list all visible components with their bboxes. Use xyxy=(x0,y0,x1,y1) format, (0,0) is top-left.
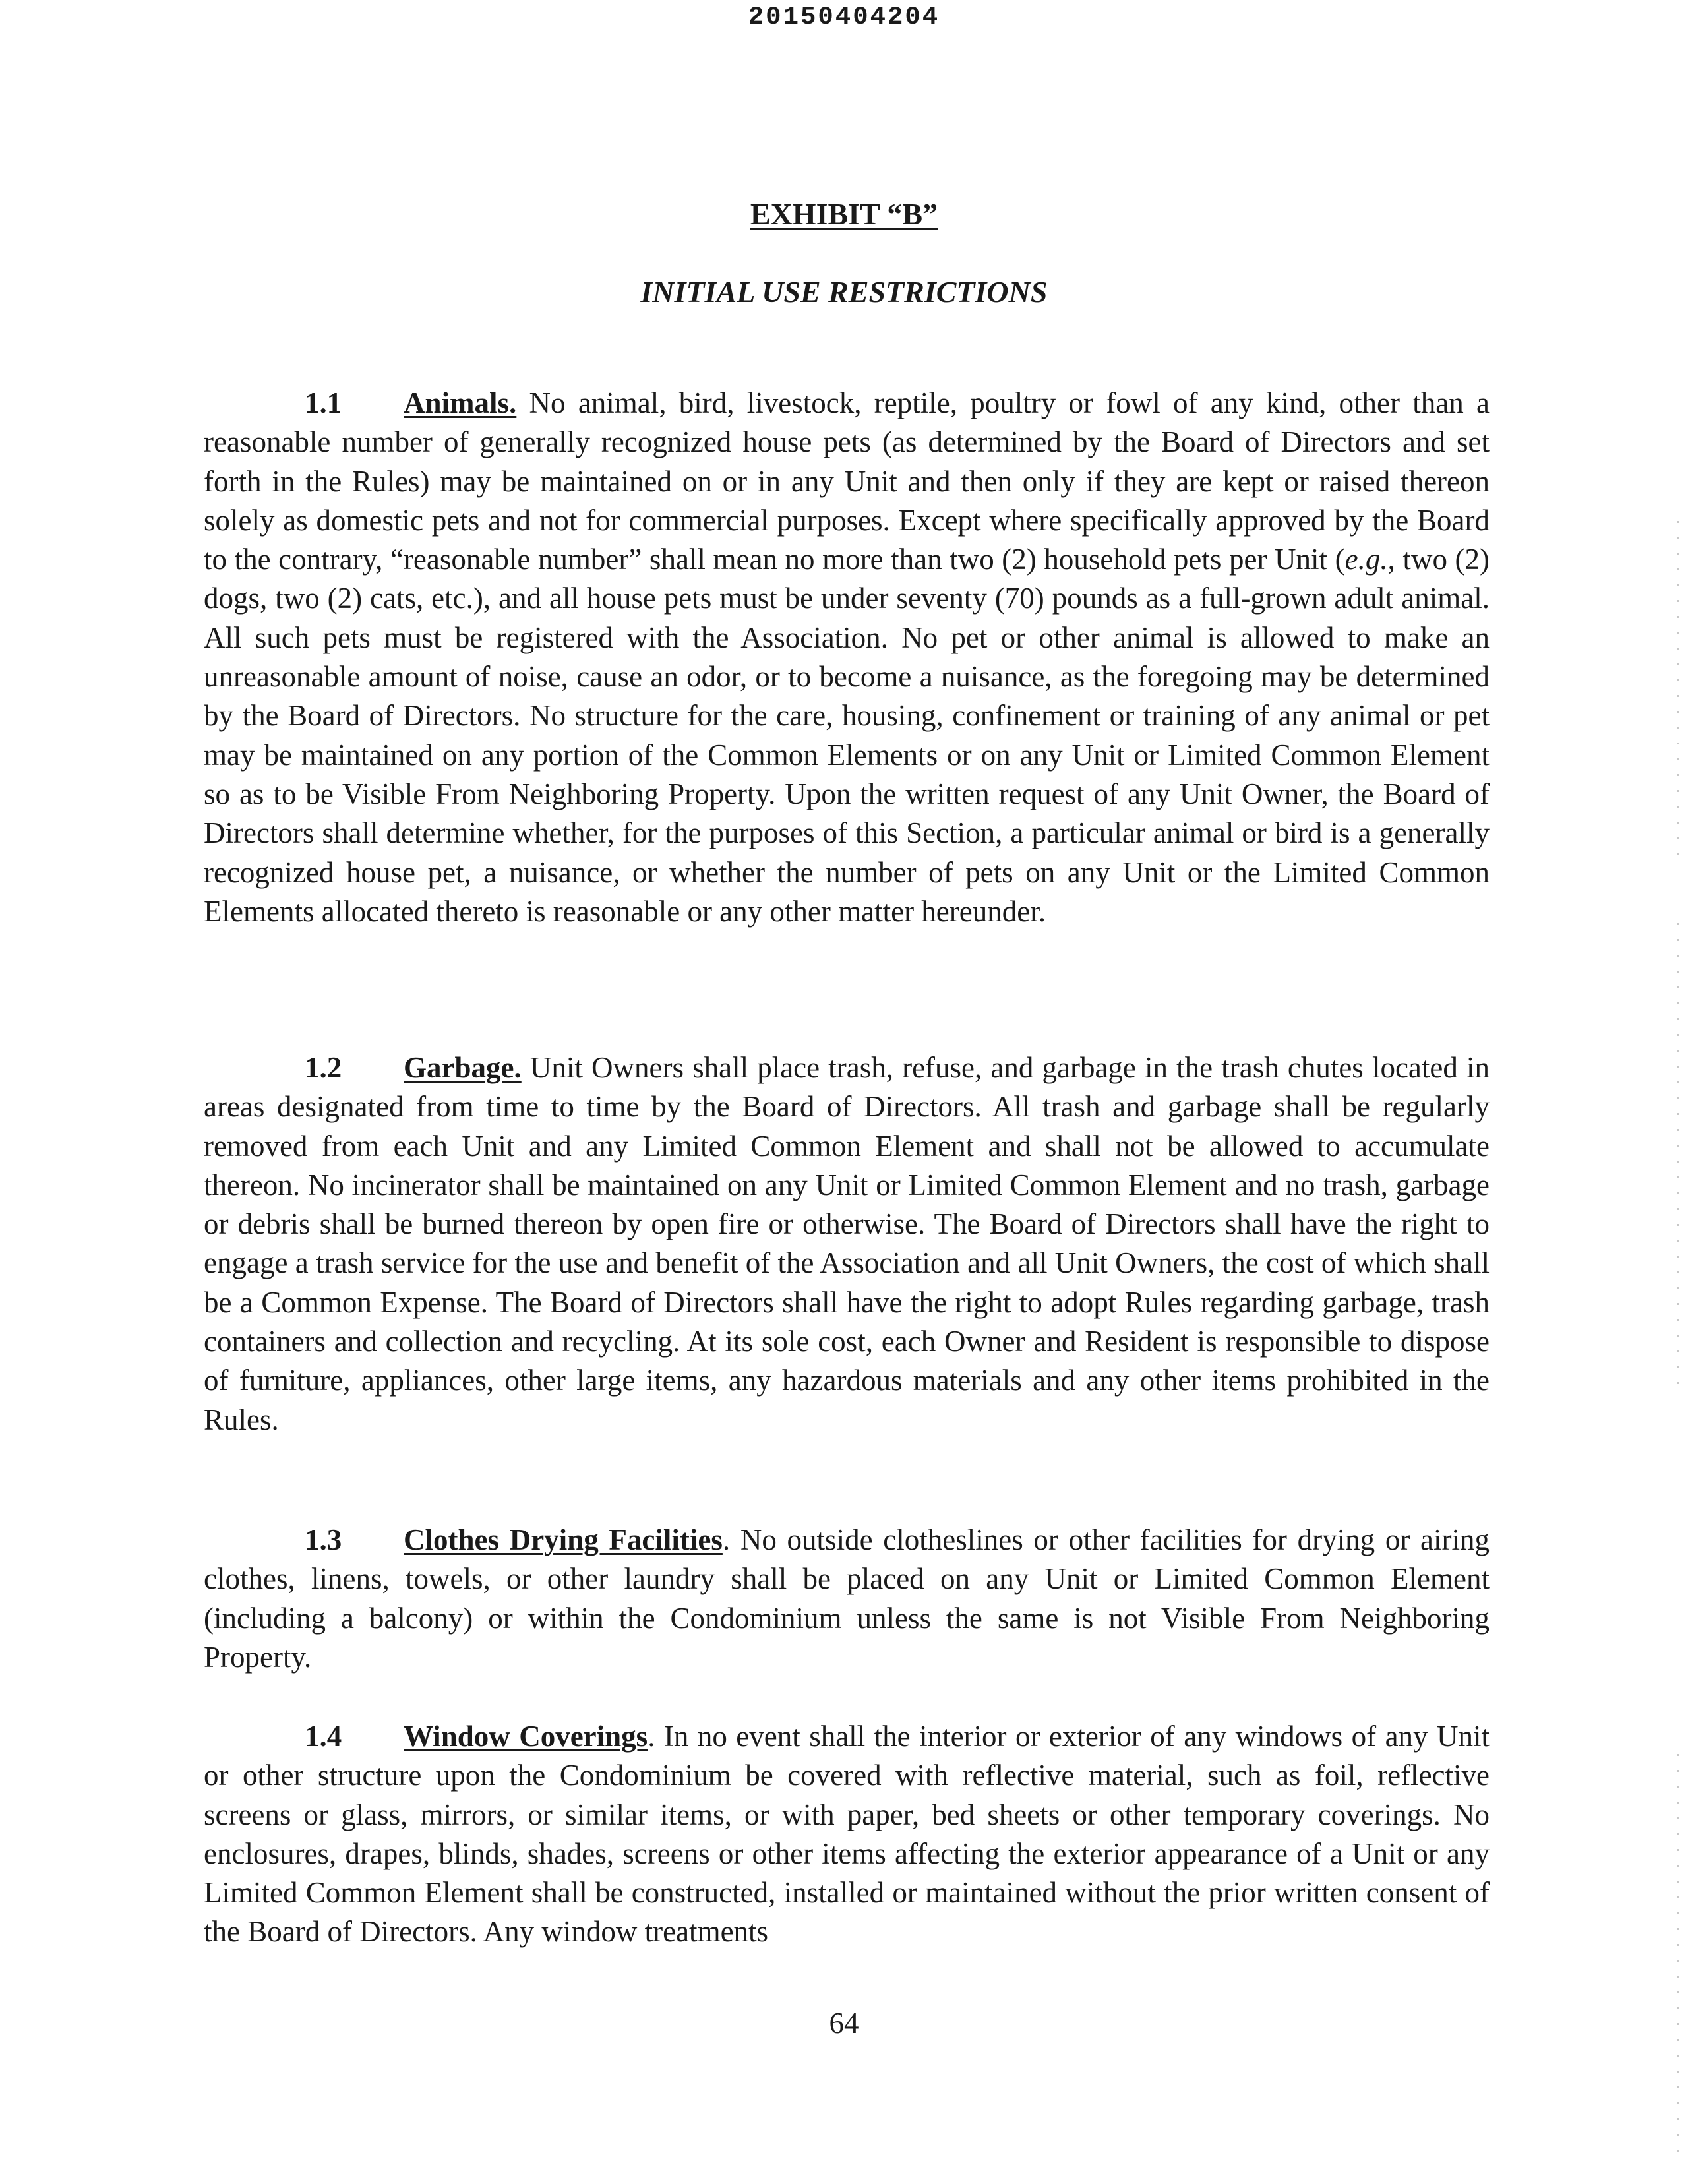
section-number: 1.2 xyxy=(305,1051,342,1084)
section-title: Window Coverings xyxy=(404,1720,648,1753)
section-clothes-drying xyxy=(204,1521,1490,1677)
section-text: . No outside clotheslines or other facilities for drying or airing clothes, linens, towels, or other laundry shall be placed on any Unit or Limited Common Element (including a balcony) or within the Condominium unless the same is not Visible From Neighboring Property. xyxy=(204,1523,1490,1674)
exhibit-title: EXHIBIT “B” xyxy=(750,197,938,231)
section-text: . In no event shall the interior or exterior of any windows of any Unit or other structure upon the Condominium be covered with reflective material, such as foil, reflective screens or glass, mirrors, or similar items, or with paper, bed sheets or other temporary coverings. No enclosures, drapes, blinds, shades, screens or other items affecting the exterior appearance of a Unit or any Limited Common Element shall be constructed, installed or maintained without the prior written consent of the Board of Directors. Any window treatments xyxy=(204,1720,1490,1949)
section-title: Garbage. xyxy=(404,1051,522,1084)
scan-margin-marks xyxy=(1677,923,1679,1385)
section-number: 1.4 xyxy=(305,1720,342,1753)
section-number: 1.3 xyxy=(305,1523,342,1556)
exhibit-subtitle: INITIAL USE RESTRICTIONS xyxy=(640,275,1048,309)
section-text-italic: e.g. xyxy=(1344,543,1388,576)
document-number: 20150404204 xyxy=(748,3,940,32)
scan-margin-marks xyxy=(1677,521,1679,864)
scan-margin-marks xyxy=(1677,1754,1679,2163)
section-title: Animals. xyxy=(404,386,517,419)
section-garbage xyxy=(204,1048,1490,1440)
page-number: 64 xyxy=(829,2007,859,2040)
section-window-coverings xyxy=(204,1717,1490,1952)
section-number: 1.1 xyxy=(305,386,342,419)
section-text: Unit Owners shall place trash, refuse, and garbage in the trash chutes located in areas designated from time to time by the Board of Directors. All trash and garbage shall be regularly removed from each Unit and any Limited Common Element and shall not be allowed to accumulate thereon. No incinerator shall be maintained on any Unit or Limited Common Element and no trash, garbage or debris shall be burned thereon by open fire or otherwise. The Board of Directors shall have the right to engage a trash service for the use and benefit of the Association and all Unit Owners, the cost of which shall be a Common Expense. The Board of Directors shall have the right to adopt Rules regarding garbage, trash containers and collection and recycling. At its sole cost, each Owner and Resident is responsible to dispose of furniture, appliances, other large items, any hazardous materials and any other items prohibited in the Rules. xyxy=(204,1051,1490,1436)
section-text: , two (2) dogs, two (2) cats, etc.), and all house pets must be under seventy (70) pounds as a full-grown adult animal. All such pets must be registered with the Association. No pet or other animal is allowed to make an unreasonable amount of noise, cause an odor, or to become a nuisance, as the foregoing may be determined by the Board of Directors. No structure for the care, housing, confinement or training of any animal or pet may be maintained on any portion of the Common Elements or on any Unit or Limited Common Element so as to be Visible From Neighboring Property. Upon the written request of any Unit Owner, the Board of Directors shall determine whether, for the purposes of this Section, a particular animal or bird is a generally recognized house pet, a nuisance, or whether the number of pets on any Unit or the Limited Common Elements allocated thereto is reasonable or any other matter hereunder. xyxy=(204,543,1490,928)
section-title: Clothes Drying Facilities xyxy=(404,1523,723,1556)
section-animals xyxy=(204,384,1490,931)
section-text: No animal, bird, livestock, reptile, poultry or fowl of any kind, other than a reasonable number of generally recognized house pets (as determined by the Board of Directors and set forth in the Rules) may be maintained on or in any Unit and then only if they are kept or raised thereon solely as domestic pets and not for commercial purposes. Except where specifically approved by the Board to the contrary, “reasonable number” shall mean no more than two (2) household pets per Unit ( xyxy=(204,386,1490,576)
